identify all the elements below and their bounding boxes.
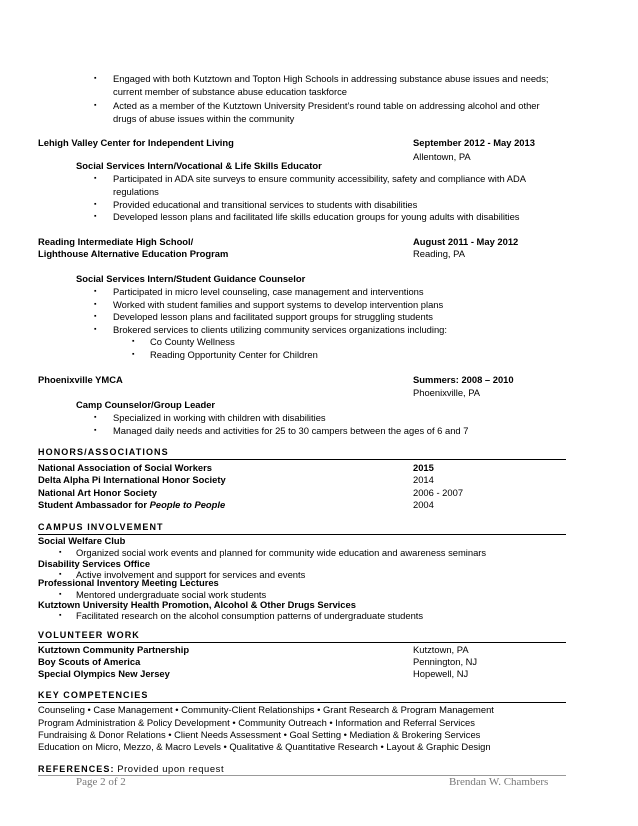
bullet-text: Developed lesson plans and facilitated life skills education groups for young adults with disabilities — [113, 211, 520, 222]
honor-year: 2014 — [413, 474, 434, 485]
section-heading-campus: CAMPUS INVOLVEMENT — [38, 522, 164, 532]
bullet-icon: ▪ — [59, 571, 62, 578]
bullet-text: Managed daily needs and activities for 25 to 30 campers between the ages of 6 and 7 — [113, 425, 469, 436]
bullet-text: Developed lesson plans and facilitated support groups for struggling students — [113, 311, 433, 322]
campus-org-detail: Organized social work events and planned for community wide education and awareness seminars — [76, 547, 487, 558]
bullet-text: Participated in ADA site surveys to ensure community accessibility, safety and compliance with ADA — [113, 173, 527, 184]
bullet-icon: ▪ — [94, 326, 97, 333]
honor-year: 2006 - 2007 — [413, 487, 464, 498]
bullet-icon: ▪ — [94, 427, 97, 434]
job-dates: August 2011 - May 2012 — [413, 236, 519, 247]
job-location: Reading, PA — [413, 248, 465, 259]
job-role: Social Services Intern/Vocational & Life Skills Educator — [76, 160, 322, 171]
honor-name: National Art Honor Society — [38, 487, 157, 498]
bullet-text: drugs of abuse issues within the community — [113, 113, 295, 124]
volunteer-location: Hopewell, NJ — [413, 668, 469, 679]
job-location: Phoenixville, PA — [413, 387, 481, 398]
bullet-icon: ▪ — [94, 301, 97, 308]
bullet-icon: ▪ — [132, 351, 135, 358]
campus-org-detail: Active involvement and support for services and events — [76, 569, 306, 580]
footer-author-name: Brendan W. Chambers — [449, 776, 549, 788]
campus-org-name: Disability Services Office — [38, 558, 151, 569]
job-organization: Lighthouse Alternative Education Program — [38, 248, 229, 259]
bullet-icon: ▪ — [94, 175, 97, 182]
job-organization: Lehigh Valley Center for Independent Living — [38, 137, 234, 148]
bullet-text: Engaged with both Kutztown and Topton High Schools in addressing substance abuse issues and needs; — [113, 73, 549, 84]
honor-year: 2004 — [413, 499, 434, 510]
references-line — [38, 763, 224, 775]
job-dates: Summers: 2008 – 2010 — [413, 374, 514, 385]
section-divider — [38, 459, 566, 460]
bullet-text: Worked with student families and support systems to develop intervention plans — [113, 299, 444, 310]
honor-name: Delta Alpha Pi International Honor Society — [38, 474, 226, 485]
competency-line: Program Administration & Policy Development • Community Outreach • Information and Referral Services — [38, 717, 475, 728]
section-divider — [38, 702, 566, 703]
honor-name-emphasis: People to People — [149, 499, 226, 510]
bullet-icon: ▪ — [59, 549, 62, 556]
competency-line: Education on Micro, Mezzo, & Macro Levels • Qualitative & Quantitative Research • Layout & Graphic Design — [38, 741, 491, 752]
honor-name — [38, 499, 225, 510]
bullet-text: Participated in micro level counseling, case management and interventions — [113, 286, 424, 297]
honor-year: 2015 — [413, 462, 434, 473]
volunteer-org: Boy Scouts of America — [38, 656, 141, 667]
volunteer-location: Kutztown, PA — [413, 644, 469, 655]
bullet-icon: ▪ — [94, 102, 97, 109]
section-heading-competencies: KEY COMPETENCIES — [38, 690, 149, 700]
section-divider — [38, 642, 566, 643]
sub-bullet-text: Reading Opportunity Center for Children — [150, 349, 318, 360]
bullet-icon: ▪ — [94, 313, 97, 320]
section-heading-volunteer: VOLUNTEER WORK — [38, 630, 140, 640]
bullet-icon: ▪ — [94, 213, 97, 220]
bullet-icon: ▪ — [94, 75, 97, 82]
bullet-icon: ▪ — [59, 612, 62, 619]
bullet-text: Provided educational and transitional services to students with disabilities — [113, 199, 418, 210]
campus-org-name: Kutztown University Health Promotion, Alcohol & Other Drugs Services — [38, 599, 356, 610]
job-role: Social Services Intern/Student Guidance Counselor — [76, 273, 306, 284]
bullet-text: current member of substance abuse education taskforce — [113, 86, 347, 97]
section-heading-honors: HONORS/ASSOCIATIONS — [38, 447, 169, 457]
competency-line: Counseling • Case Management • Community-Client Relationships • Grant Research & Program Management — [38, 704, 494, 715]
bullet-icon: ▪ — [94, 414, 97, 421]
references-text: Provided upon request — [117, 763, 225, 774]
bullet-text: regulations — [113, 186, 159, 197]
competency-line: Fundraising & Donor Relations • Client Needs Assessment • Goal Setting • Mediation & Brokering Services — [38, 729, 481, 740]
sub-bullet-text: Co County Wellness — [150, 336, 235, 347]
footer-page-number: Page 2 of 2 — [76, 776, 126, 788]
volunteer-location: Pennington, NJ — [413, 656, 478, 667]
bullet-text: Specialized in working with children with disabilities — [113, 412, 326, 423]
bullet-text: Brokered services to clients utilizing community services organizations including: — [113, 324, 447, 335]
honor-name-text: Student Ambassador for — [38, 499, 150, 510]
bullet-text: Acted as a member of the Kutztown University President’s round table on addressing alcohol and other — [113, 100, 540, 111]
job-dates: September 2012 - May 2013 — [413, 137, 535, 148]
bullet-icon: ▪ — [132, 338, 135, 345]
campus-org-name: Professional Inventory Meeting Lectures — [38, 577, 219, 588]
volunteer-org: Kutztown Community Partnership — [38, 644, 190, 655]
bullet-icon: ▪ — [94, 288, 97, 295]
job-organization: Phoenixville YMCA — [38, 374, 123, 385]
bullet-icon: ▪ — [59, 591, 62, 598]
campus-org-detail: Mentored undergraduate social work students — [76, 589, 267, 600]
bullet-icon: ▪ — [94, 201, 97, 208]
volunteer-org: Special Olympics New Jersey — [38, 668, 170, 679]
campus-org-detail: Facilitated research on the alcohol consumption patterns of undergraduate students — [76, 610, 424, 621]
job-location: Allentown, PA — [413, 151, 471, 162]
job-organization: Reading Intermediate High School/ — [38, 236, 194, 247]
job-role: Camp Counselor/Group Leader — [76, 399, 216, 410]
campus-org-name: Social Welfare Club — [38, 535, 126, 546]
references-heading: REFERENCES: — [38, 764, 115, 774]
honor-name: National Association of Social Workers — [38, 462, 212, 473]
